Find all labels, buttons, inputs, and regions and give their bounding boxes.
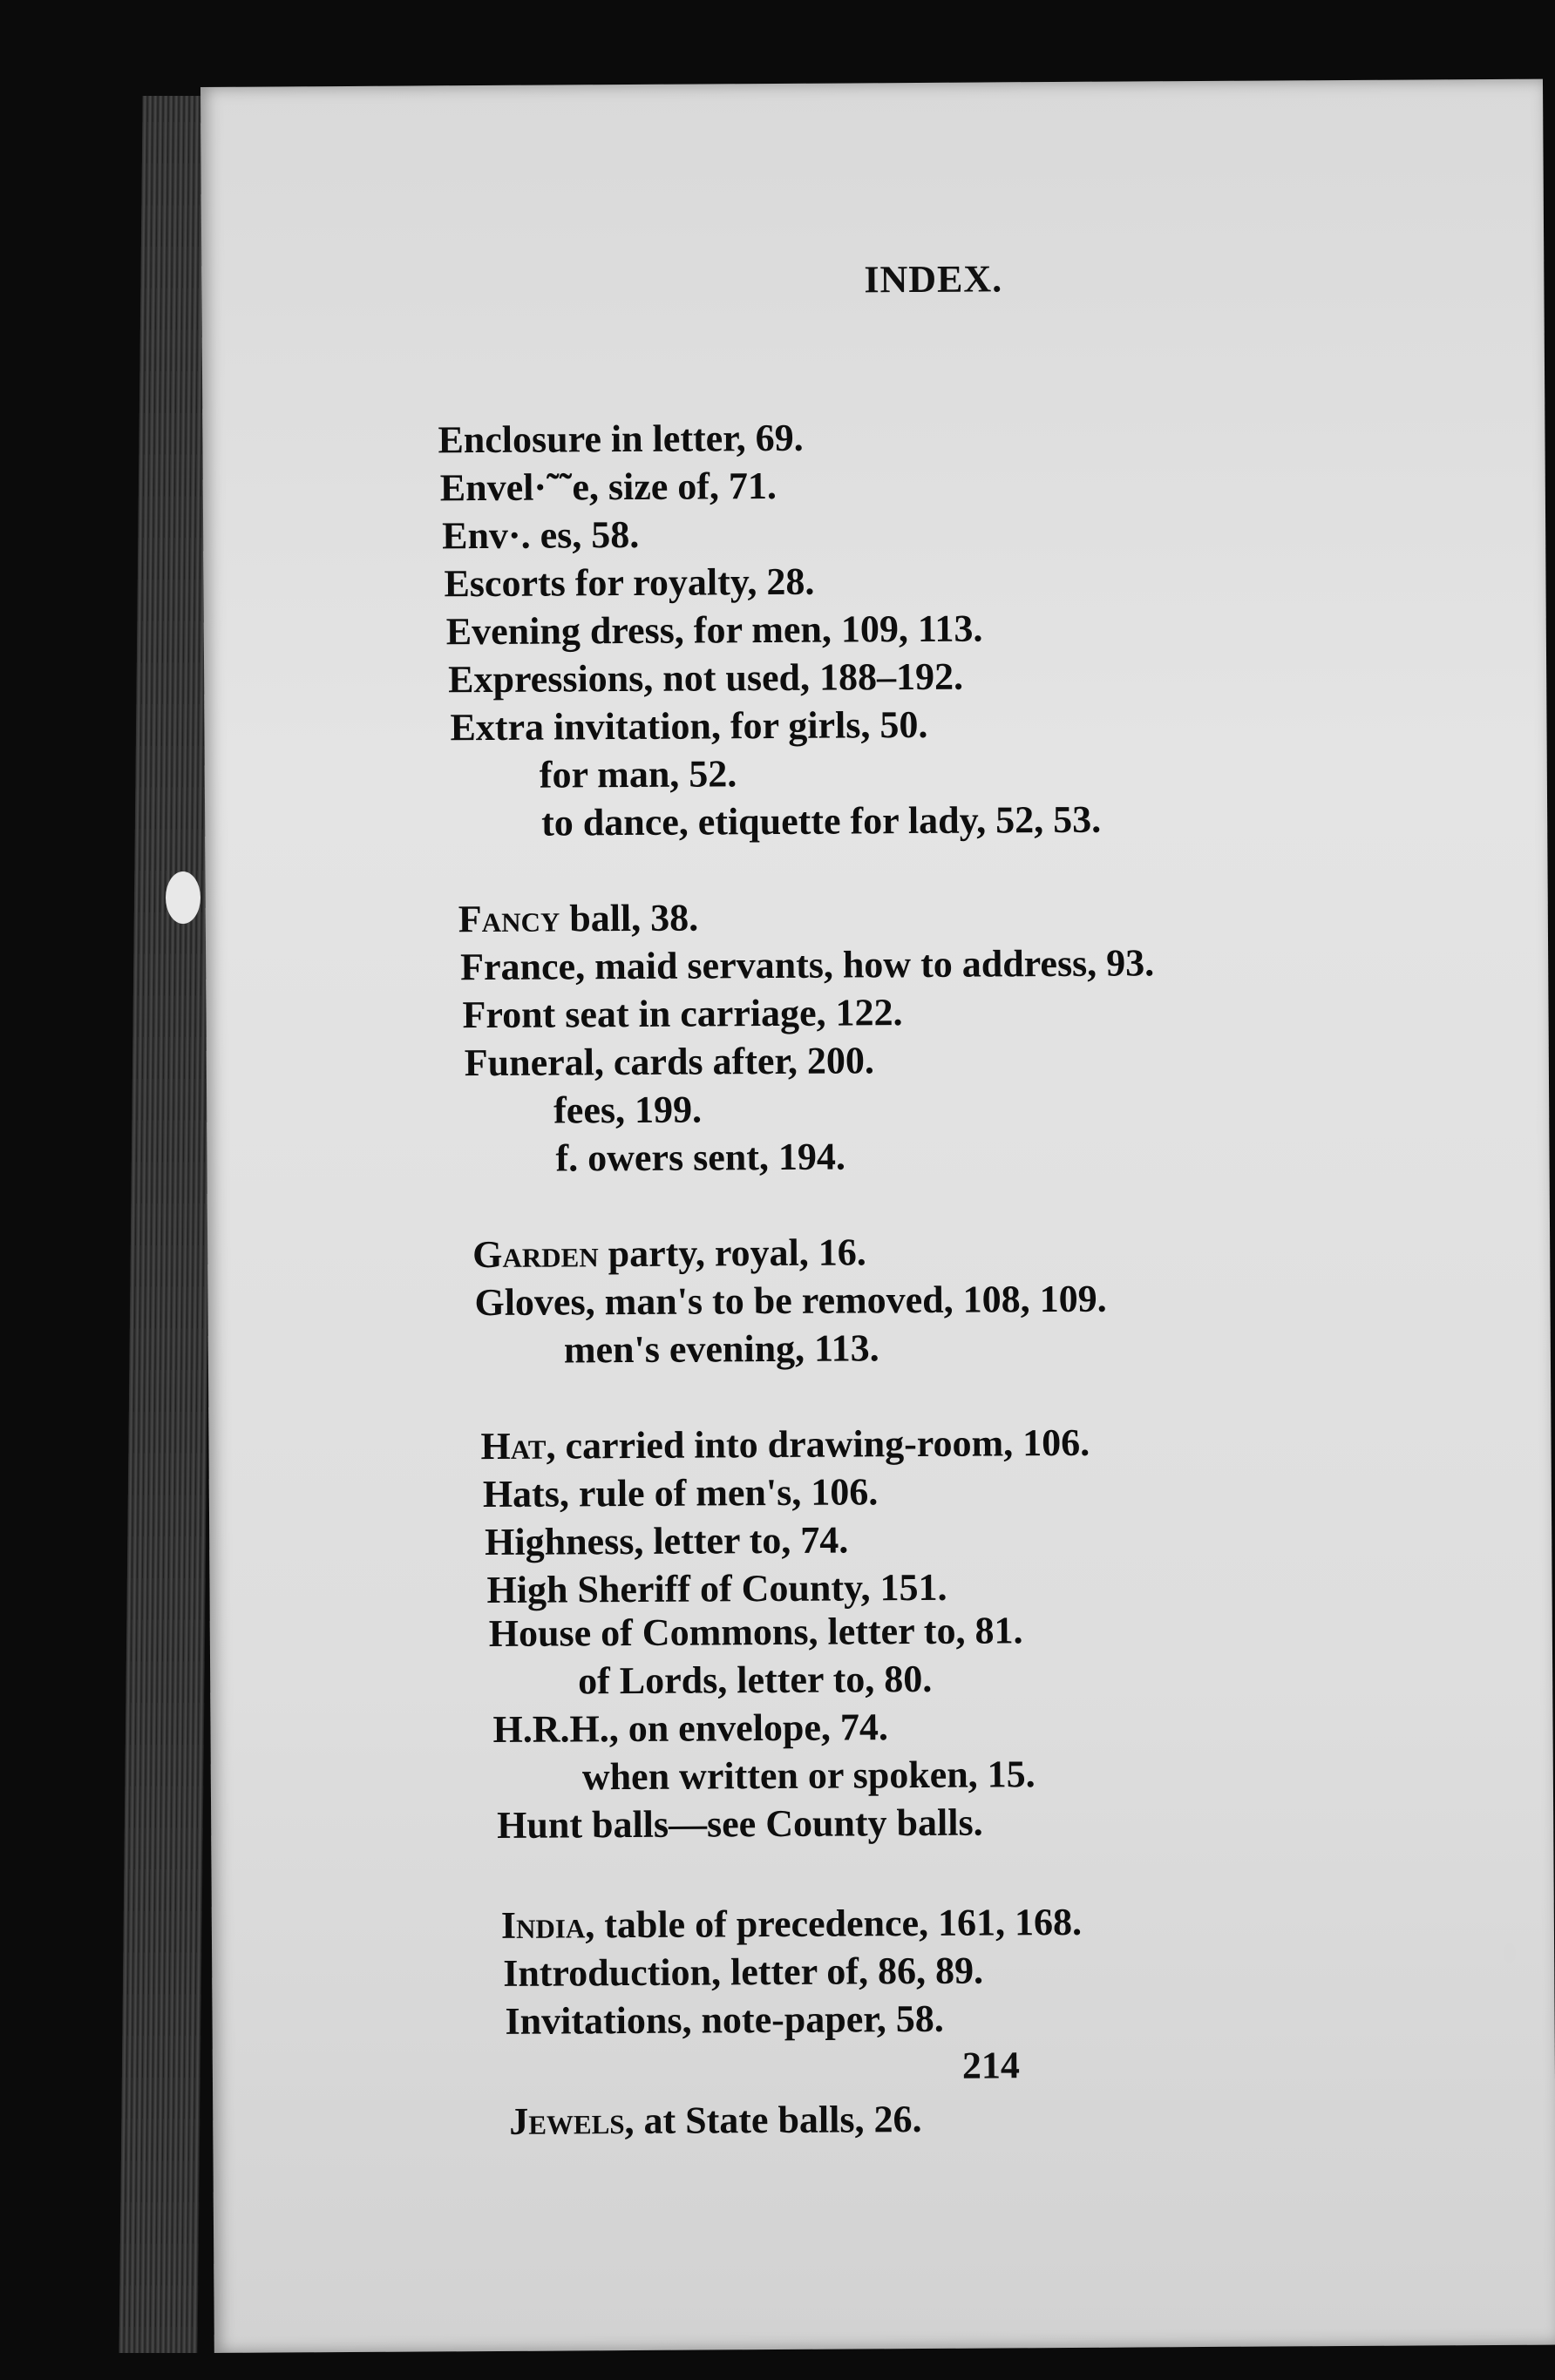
- index-entry: Gloves, man's to be removed, 108, 109.: [474, 1277, 1107, 1325]
- index-entry: Expressions, not used, 188–192.: [448, 654, 964, 702]
- page-number: 214: [961, 2044, 1021, 2087]
- index-entry: High Sheriff of County, 151.: [486, 1565, 947, 1612]
- index-entry: Evening dress, for men, 109, 113.: [445, 607, 983, 654]
- index-subentry: men's evening, 113.: [563, 1326, 879, 1372]
- index-entry: India, table of precedence, 161, 168.: [500, 1900, 1083, 1947]
- index-entry: Highness, letter to, 74.: [485, 1518, 849, 1564]
- index-entry: Hunt balls—see County balls.: [497, 1800, 983, 1847]
- index-entry: Fancy ball, 38.: [458, 896, 699, 941]
- index-entry: France, maid servants, how to address, 93.: [460, 941, 1155, 989]
- index-subentry: f. owers sent, 194.: [555, 1135, 846, 1180]
- index-subentry: for man, 52.: [539, 752, 737, 797]
- index-entry: Hat, carried into drawing-room, 106.: [480, 1421, 1090, 1468]
- index-entry: Envel·˜˜e, size of, 71.: [439, 464, 778, 510]
- index-subentry: of Lords, letter to, 80.: [578, 1657, 933, 1703]
- index-entry: Invitations, note-paper, 58.: [505, 1997, 944, 2043]
- paper-blemish: [166, 871, 200, 924]
- index-entry: Extra invitation, for girls, 50.: [450, 702, 928, 749]
- index-entry: Jewels, at State balls, 26.: [509, 2097, 922, 2143]
- index-entry: Funeral, cards after, 200.: [464, 1039, 875, 1085]
- index-entry: Env·. es, 58.: [442, 512, 640, 558]
- index-entry: Introduction, letter of, 86, 89.: [503, 1949, 984, 1995]
- page-title: INDEX.: [864, 257, 1003, 302]
- index-entry: Hats, rule of men's, 106.: [482, 1470, 879, 1516]
- index-entry: Enclosure in letter, 69.: [438, 416, 804, 462]
- book-page: [200, 79, 1555, 2353]
- index-entry: H.R.H., on envelope, 74.: [492, 1705, 889, 1751]
- paper-blemish: [1504, 1943, 1516, 1963]
- index-subentry: fees, 199.: [553, 1088, 703, 1132]
- index-entry: Front seat in carriage, 122.: [462, 991, 903, 1037]
- index-subentry: when written or spoken, 15.: [581, 1753, 1036, 1799]
- index-entry: House of Commons, letter to, 81.: [488, 1609, 1023, 1656]
- index-entry: Escorts for royalty, 28.: [444, 559, 815, 606]
- index-subentry: to dance, etiquette for lady, 52, 53.: [541, 797, 1102, 844]
- index-entry: Garden party, royal, 16.: [472, 1231, 866, 1277]
